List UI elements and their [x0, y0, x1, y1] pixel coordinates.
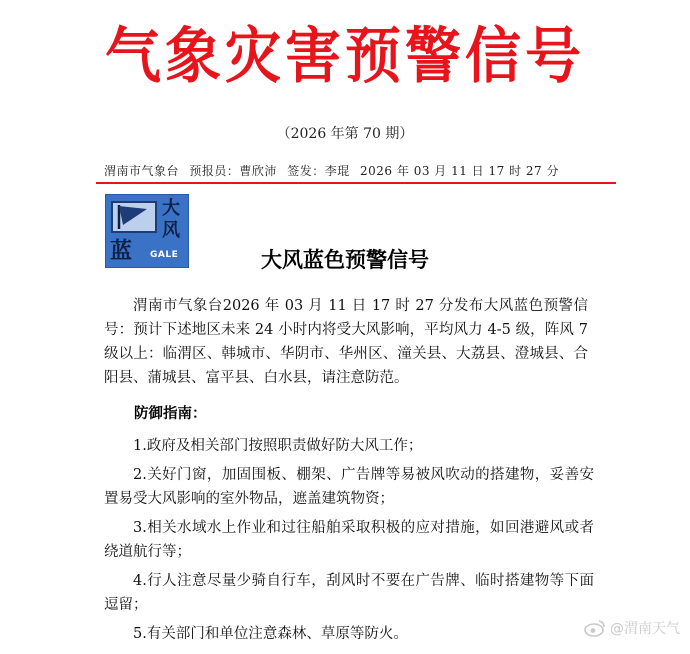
issuing-office: 渭南市气象台: [104, 164, 180, 178]
badge-char-lan: 蓝: [110, 239, 133, 264]
guide-item: 1.政府及相关部门按照职责做好防大风工作；: [133, 438, 423, 454]
guide-item: 3.相关水域水上作业和过往船舶采取积极的应对措施，如回港避风或者绕道航行等；: [104, 520, 594, 560]
guide-heading: 防御指南：: [134, 405, 207, 422]
issue-datetime: 2026 年 03 月 11 日 17 时 27 分: [360, 164, 559, 178]
issuance-meta: [104, 163, 565, 179]
forecaster: 预报员：曹欣沛: [189, 164, 277, 178]
watermark-text: @渭南天气: [610, 621, 680, 637]
badge-english: GALE: [150, 250, 179, 260]
guide-item: 2.关好门窗，加固围板、棚架、广告牌等易被风吹动的搭建物，妥善安置易受大风影响的室外物品，遮盖建筑物资；: [104, 467, 594, 507]
weibo-watermark: [584, 618, 680, 638]
red-divider: [96, 182, 616, 184]
document-title: 气象灾害预警信号: [105, 20, 585, 92]
wind-flag-icon: [111, 201, 157, 233]
warning-body: 渭南市气象台2026 年 03 月 11 日 17 时 27 分发布大风蓝色预警信号：预计下述地区未来 24 小时内将受大风影响，平均风力 4-5 级，阵风 7 级以上：临渭区、韩城市、华阴市、华州区、潼关县、大荔县、澄城县、合阳县、蒲城县、富平县、白水县，请注意防范。: [104, 298, 588, 386]
badge-char-da: 大: [162, 198, 180, 219]
badge-char-feng: 风: [162, 220, 180, 241]
guide-item: 5.有关部门和单位注意森林、草原等防火。: [133, 626, 408, 642]
weibo-icon: [584, 619, 606, 637]
guide-list: [104, 434, 594, 651]
signer: 签发：李琨: [287, 164, 350, 178]
guide-item: 4.行人注意尽量少骑自行车，刮风时不要在广告牌、临时搭建物等下面逗留；: [104, 573, 594, 613]
issue-number: （2026 年第 70 期）: [276, 126, 414, 142]
warning-subtitle: 大风蓝色预警信号: [261, 248, 429, 272]
